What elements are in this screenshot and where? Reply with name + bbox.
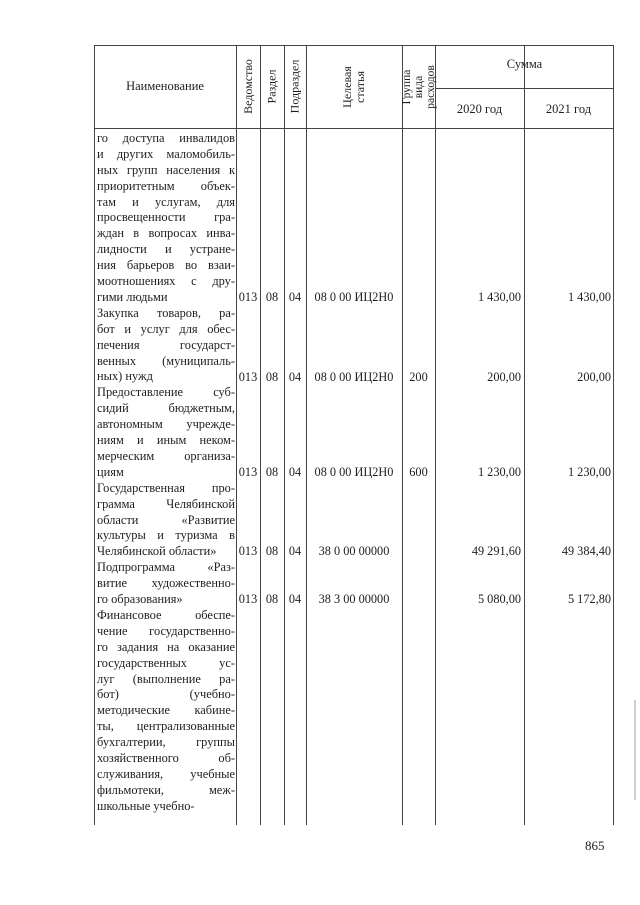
row-sum-2021: 49 384,40 [561,544,611,559]
row-sum-2020: 1 430,00 [477,290,521,304]
row-name-line: автономным учрежде- [97,417,235,432]
row-sum-2020: 1 230,00 [477,464,521,479]
row-name [97,560,235,608]
row-name-line: мерческим организа- [97,448,235,463]
header-podrazdel: Подраздел [287,59,302,114]
grid-line [306,45,307,825]
row-name-line: методические кабине- [97,703,235,718]
row-target-article: 08 0 00 ИЦ2Н0 [314,464,394,479]
row-razdel: 08 [265,592,279,607]
row-name [97,385,235,480]
row-name-line: приоритетным объек- [97,178,235,193]
row-name-line: Подпрограмма «Раз- [97,560,235,575]
row-name-line: ждан в вопросах инва- [97,226,235,241]
row-sum-2021: 5 172,80 [567,592,611,607]
row-name [97,306,235,385]
row-vedomstvo: 013 [238,464,258,479]
row-name-line: бот) (учебно- [97,687,235,702]
page-number: 865 [585,838,605,853]
row-name-line: лидности и устране- [97,242,235,257]
row-razdel: 08 [265,464,279,479]
row-name-line: культуры и туризма в [97,528,235,543]
row-name-line: чение государственно- [97,623,235,638]
row-sum-2020: 5 080,00 [477,592,521,607]
row-name-line: гими людьми [97,289,168,304]
row-sum-2020: 49 291,60 [471,544,521,559]
row-name-line: ты, централизованные [97,719,235,734]
header-name: Наименование [126,79,204,93]
row-vedomstvo: 013 [238,290,258,304]
row-name-line: Финансовое обеспе- [97,608,235,622]
grid-line [402,45,403,825]
row-podrazdel: 04 [288,592,302,607]
row-podrazdel: 04 [288,290,302,304]
header-vedomstvo: Ведомство [240,59,255,114]
grid-line [94,45,95,825]
row-name-line: фильмотеки, меж- [97,782,235,797]
row-target-article: 08 0 00 ИЦ2Н0 [314,369,394,384]
row-name-line: Предоставление суб- [97,385,235,400]
row-razdel: 08 [265,369,279,384]
row-podrazdel: 04 [288,464,302,479]
row-sum-2020: 200,00 [487,369,521,384]
row-name-line: Государственная про- [97,480,235,495]
row-name-line: венных (муниципаль- [97,353,235,368]
grid-line [524,45,525,825]
row-name-line: грамма Челябинской [97,496,235,511]
row-sum-2021: 200,00 [577,369,611,384]
row-name-line: го задания на оказание [97,639,235,654]
row-name-line: ных) нужд [97,369,153,384]
header-sum: Сумма [506,57,543,71]
row-name-line: ных групп населения к [97,162,235,177]
row-podrazdel: 04 [288,369,302,384]
row-name-line: ниям и иным неком- [97,433,235,448]
row-sum-2021: 1 230,00 [567,464,611,479]
row-name-line: го образования» [97,592,183,607]
row-name [97,131,235,306]
budget-table [94,45,614,825]
row-name-line: Закупка товаров, ра- [97,305,235,320]
row-name-line: Челябинской области» [97,544,217,559]
grid-line [435,88,614,89]
row-name-line: сидий бюджетным, [97,401,235,416]
row-name-line: ния барьеров во взаи- [97,258,235,273]
row-expense-group: 200 [409,369,428,384]
header-target-article: Целевая статья [340,65,367,108]
row-vedomstvo: 013 [238,544,258,559]
row-name-line: бот и услуг для обес- [97,321,235,336]
row-vedomstvo: 013 [238,369,258,384]
row-razdel: 08 [265,290,279,304]
row-podrazdel: 04 [288,544,302,559]
row-name-line: моотношениях с дру- [97,274,235,289]
row-name-line: школьные учебно- [97,798,195,813]
row-name-line: просвещенности гра- [97,210,235,225]
row-name-line: печения государст- [97,337,235,352]
scan-edge-mark [634,700,636,800]
row-name-line: государственных ус- [97,655,235,670]
row-target-article: 38 0 00 00000 [318,544,390,559]
row-name-line: хозяйственного об- [97,751,235,766]
grid-line [94,128,614,129]
header-year-2020: 2020 год [456,102,503,116]
row-razdel: 08 [265,544,279,559]
row-name-line: витие художественно- [97,576,235,591]
row-vedomstvo: 013 [238,592,258,607]
grid-line [260,45,261,825]
header-expense-group: Группа вида расходов [400,64,437,109]
grid-line [435,45,436,825]
header-year-2021: 2021 год [545,102,592,116]
row-name-line: луг (выполнение ра- [97,671,235,686]
row-target-article: 38 3 00 00000 [318,592,390,607]
row-name-line: служивания, учебные [97,766,235,781]
row-name-line: го доступа инвалидов [97,131,235,145]
row-name-line: циям [97,464,124,479]
grid-line [284,45,285,825]
row-name [97,481,235,560]
header-razdel: Раздел [264,69,279,104]
row-name [97,608,235,815]
row-name-line: бухгалтерии, группы [97,735,235,750]
grid-line [613,45,614,825]
row-name-line: области «Развитие [97,512,235,527]
row-target-article: 08 0 00 ИЦ2Н0 [314,290,394,304]
row-expense-group: 600 [409,464,428,479]
grid-line [236,45,237,825]
row-name-line: там и услугам, для [97,194,235,209]
row-sum-2021: 1 430,00 [567,290,611,304]
row-name-line: и других маломобиль- [97,146,235,161]
